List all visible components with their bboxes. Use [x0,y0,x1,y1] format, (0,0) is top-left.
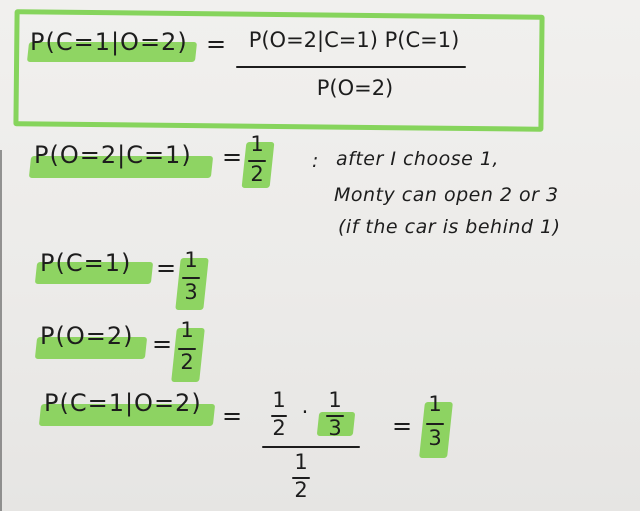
likelihood-equals: = [222,143,244,171]
box-fraction-bar [236,66,466,68]
result-num-b: 1 [328,388,342,412]
evidence-lhs: P(O=2) [40,322,134,350]
box-denominator: P(O=2) [316,76,394,100]
prior-equals: = [156,254,178,282]
prior-lhs: P(C=1) [40,249,132,277]
box-numerator: P(O=2|C=1) P(C=1) [248,28,460,52]
final-bar [426,423,444,425]
likelihood-num: 1 [250,132,264,156]
result-equals-2: = [392,412,414,440]
note-line-2: Monty can open 2 or 3 [334,184,559,206]
likelihood-den: 2 [250,162,264,186]
note-colon: : [312,150,319,172]
result-main-bar [262,446,360,448]
evidence-den: 2 [180,350,194,374]
result-den-b: 3 [328,416,342,440]
result-num-a: 1 [272,388,286,412]
result-lhs: P(C=1|O=2) [44,389,202,417]
evidence-num: 1 [180,318,194,342]
note-line-3: (if the car is behind 1) [338,216,561,238]
final-num: 1 [428,392,442,416]
final-den: 3 [428,426,442,450]
prior-num: 1 [184,248,198,272]
result-dot: · [301,400,309,424]
box-lhs: P(C=1|O=2) [30,28,188,56]
result-den-num: 1 [294,450,308,474]
box-equals: = [206,30,228,58]
prior-den: 3 [184,280,198,304]
paper-edge-line [0,150,2,511]
likelihood-lhs: P(O=2|C=1) [34,141,192,169]
result-equals: = [222,402,244,430]
note-line-1: after I choose 1, [336,148,499,170]
evidence-equals: = [152,330,174,358]
result-den-a: 2 [272,416,286,440]
result-den-den: 2 [294,478,308,502]
prior-bar [182,277,200,279]
